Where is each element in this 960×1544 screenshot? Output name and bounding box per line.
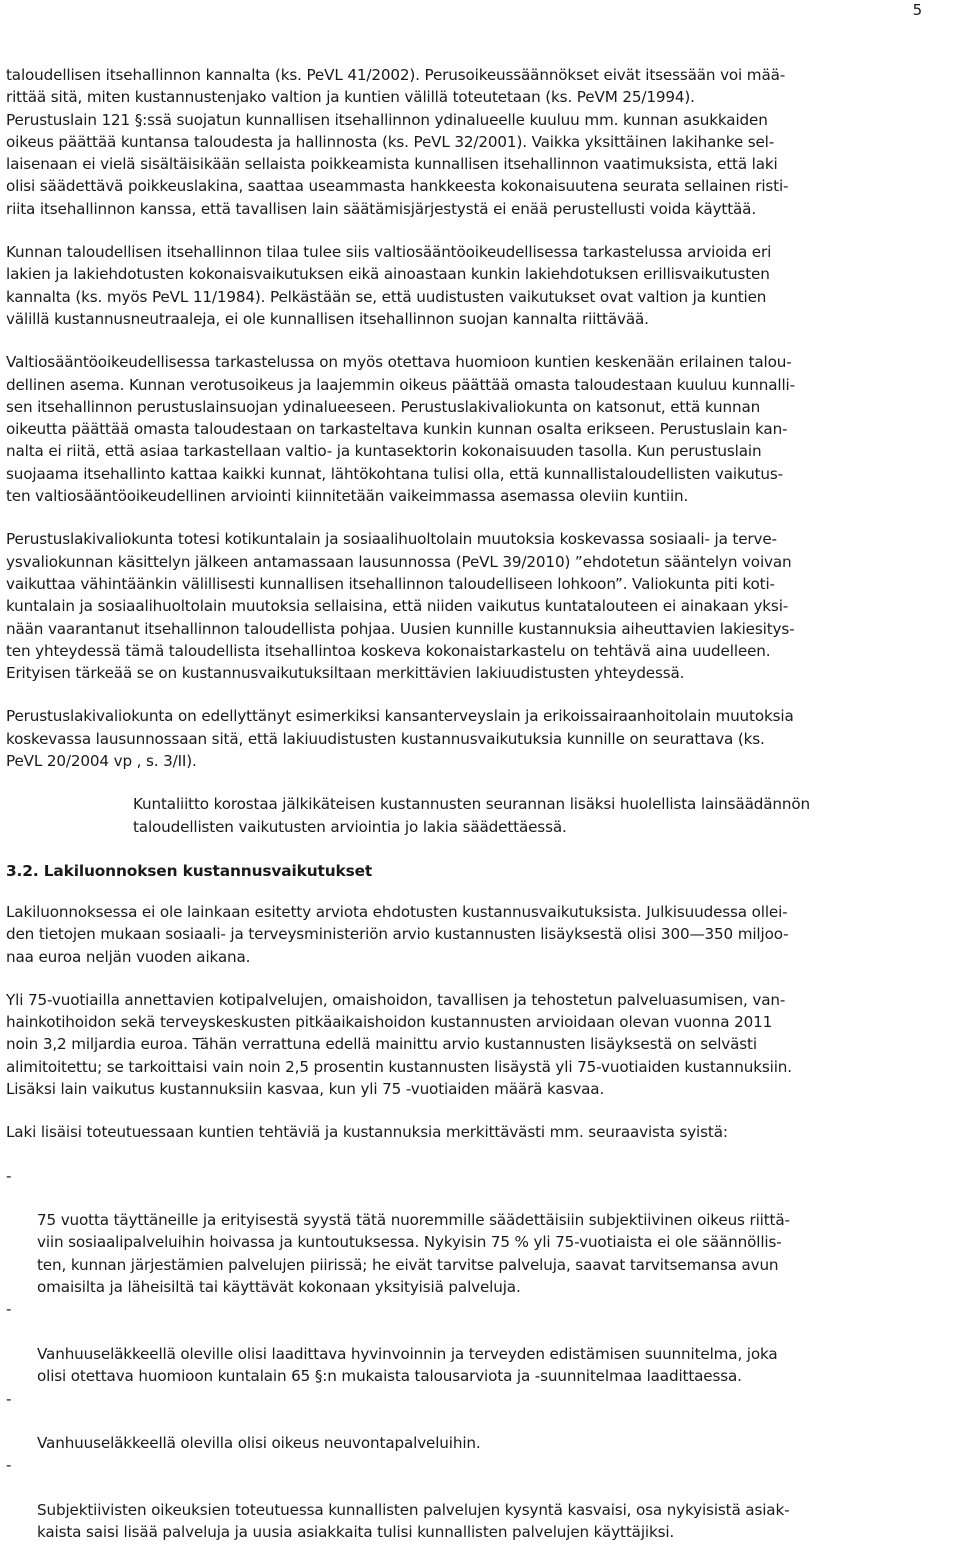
paragraph: Yli 75-vuotiailla annettavien kotipalvelujen, omaishoidon, tavallisen ja tehostetun palveluasumisen, van- hainkotihoidon sekä terveyskeskusten pitkäaikaishoidon kustannusten arvioidaan olevan vuonna 2011 noin 3,2 miljardia euroa. Tähän verrattuna edellä mainittu arvio kustannusten lisäyksestä on selvästi alimitoitettu; se tarkoittaisi vain noin 2,5 prosentin kustannusten lisäystä yli 75-vuotiaiden kustannuksiin. Lisäksi lain vaikutus kustannuksiin kasvaa, kun yli 75 -vuotiaiden määrä kasvaa.	[6, 990, 792, 1098]
list-item	[6, 1454, 956, 1543]
paragraph: Laki lisäisi toteutuessaan kuntien tehtäviä ja kustannuksia merkittävästi mm. seuraavista syistä:	[6, 1123, 728, 1142]
document-body	[6, 64, 956, 1544]
list-item	[6, 1298, 956, 1387]
list-item-text: 75 vuotta täyttäneille ja erityisestä syystä tätä nuoremmille säädettäisiin subjektiivinen oikeus riittä- viin sosiaalipalveluihin hoivassa ja kuntoutuksessa. Nykyisin 75 % yli 75-vuotiaista ei ole säännöllis- ten, kunnan järjestämien palvelujen piirissä; he eivät tarvitse palveluja, saavat tarvitsemansa avun omaisilta ja läheisiltä tai käyttävät kokonaan yksityisiä palveluja.	[37, 1211, 790, 1297]
bullet-dash: -	[6, 1389, 12, 1408]
paragraph: Lakiluonnoksessa ei ole lainkaan esitetty arviota ehdotusten kustannusvaikutuksista. Julkisuudessa ollei- den tietojen mukaan sosiaali- ja terveysministeriön arvio kustannusten lisäyksestä olisi 300—350 miljoo- naa euroa neljän vuoden aikana.	[6, 902, 789, 966]
paragraph: Perustuslakivaliokunta totesi kotikuntalain ja sosiaalihuoltolain muutoksia koskevassa sosiaali- ja terve- ysvaliokunnan käsittelyn jälkeen antamassaan lausunnossa (PeVL 39/2010) ”ehdotetun sääntelyn voivan vaikuttaa vähintäänkin välillisesti kunnallisen itsehallinnon taloudelliseen lohkoon”. Valiokunta piti koti- kuntalain ja sosiaalihuoltolain muutoksia sellaisina, että niiden vaikutus kuntatalouteen ei ainakaan yksi- nään vaarantanut itsehallinnon taloudellista pohjaa. Uusien kunnille kustannuksia aiheuttavien lakiesitys- ten yhteydessä tämä taloudellista itsehallintoa koskeva kokonaistarkastelu on tehtävä aina uudelleen. Erityisen tärkeää se on kustannusvaikutuksiltaan merkittävien lakiuudistusten yhteydessä.	[6, 530, 795, 683]
paragraph: Perustuslakivaliokunta on edellyttänyt esimerkiksi kansanterveyslain ja erikoissairaanhoitolain muutoksia koskevassa lausunnossaan sitä, että lakiuudistusten kustannusvaikutuksia kunnille on seurattava (ks. PeVL 20/2004 vp , s. 3/II).	[6, 707, 794, 771]
list-item	[6, 1165, 956, 1299]
indented-note: Kuntaliitto korostaa jälkikäteisen kustannusten seurannan lisäksi huolellista lainsäädännön taloudellisten vaikutusten arviointia jo lakia säädettäessä.	[133, 795, 810, 836]
bullet-dash: -	[6, 1166, 12, 1185]
bullet-list	[6, 1165, 956, 1544]
list-item-text: Vanhuuseläkkeellä oleville olisi laadittava hyvinvoinnin ja terveyden edistämisen suunnitelma, joka olisi otettava huomioon kuntalain 65 §:n mukaista talousarviota ja -suunnitelmaa laadittaessa.	[37, 1344, 778, 1386]
paragraph: Valtiosääntöoikeudellisessa tarkastelussa on myös otettava huomioon kuntien keskenään erilainen talou- dellinen asema. Kunnan verotusoikeus ja laajemmin oikeus päättää omasta taloudestaan kuuluu kunnalli- sen itsehallinnon perustuslainsuojan ydinalueeseen. Perustuslakivaliokunta on katsonut, että kunnan oikeutta päättää omasta taloudestaan on tarkasteltava kunkin kunnan osalta erikseen. Perustuslain kan- nalta ei riitä, että asiaa tarkastellaan valtio- ja kuntasektorin kokonaisuuden tasolla. Kun perustuslain suojaama itsehallinto kattaa kaikki kunnat, lähtökohtana tulisi olla, että kunnallistaloudellisten vaikutus- ten valtiosääntöoikeudellinen arviointi kiinnitetään vaikeimmassa asemassa oleviin kuntiin.	[6, 353, 795, 506]
bullet-dash: -	[6, 1300, 12, 1319]
bullet-dash: -	[6, 1456, 12, 1475]
list-item-text: Subjektiivisten oikeuksien toteutuessa kunnallisten palvelujen kysyntä kasvaisi, osa nykyisistä asiak- kaista saisi lisää palveluja ja uusia asiakkaita tulisi kunnallisten palvelujen käyttäjiksi.	[37, 1501, 790, 1542]
list-item	[6, 1388, 956, 1455]
paragraph: Kunnan taloudellisen itsehallinnon tilaa tulee siis valtiosääntöoikeudellisessa tarkastelussa arvioida eri lakien ja lakiehdotusten kokonaisvaikutuksen eikä ainoastaan kunkin lakiehdotuksen erillisvaikutusten kannalta (ks. myös PeVL 11/1984). Pelkästään se, että uudistusten vaikutukset ovat valtion ja kuntien välillä kustannusneutraaleja, ei ole kunnallisen itsehallinnon suojan kannalta riittävää.	[6, 243, 772, 328]
list-item-text: Vanhuuseläkkeellä olevilla olisi oikeus neuvontapalveluihin.	[37, 1434, 481, 1453]
paragraph: taloudellisen itsehallinnon kannalta (ks. PeVL 41/2002). Perusoikeussäännökset eivät itsessään voi mää- rittää sitä, miten kustannustenjako valtion ja kuntien välillä toteutetaan (ks. PeVM 25/1994). Perustuslain 121 §:ssä suojatun kunnallisen itsehallinnon ydinalueelle kuuluu mm. kunnan asukkaiden oikeus päättää kuntansa taloudesta ja hallinnosta (ks. PeVL 32/2001). Vaikka yksittäinen lakihanke sel- laisenaan ei vielä sisältäisikään sellaista poikkeamista kunnallisen itsehallinnon vaatimuksista, että laki olisi säädettävä poikkeuslakina, saattaa useammasta hankkeesta kokonaisuutena seurata sellainen risti- riita itsehallinnon kanssa, että tavallisen lain säätämisjärjestystä ei enää perustellusti voida käyttää.	[6, 66, 789, 218]
section-heading: 3.2. Lakiluonnoksen kustannusvaikutukset	[6, 861, 373, 880]
page-number: 5	[912, 1, 922, 19]
